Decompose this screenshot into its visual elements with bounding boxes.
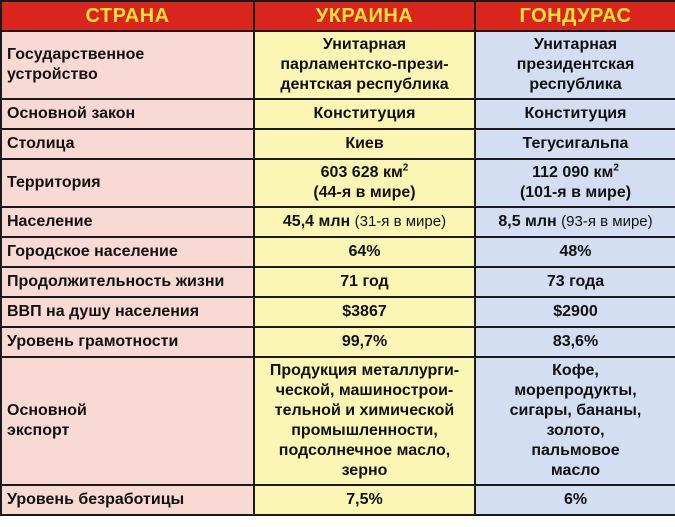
honduras-value: 48% (475, 237, 675, 267)
row-unemployment (1, 485, 675, 515)
row-label: ВВП на душу населения (1, 297, 254, 327)
honduras-value: 83,6% (475, 327, 675, 357)
honduras-population-value: 8,5 млн (498, 213, 557, 230)
ukraine-area-rank: (44-я в мире) (313, 184, 416, 201)
honduras-area: 112 090 км (532, 164, 614, 181)
row-label: Столица (1, 129, 254, 159)
ukraine-value: Конституция (254, 99, 475, 129)
unit-superscript: 2 (402, 162, 409, 174)
header-row (1, 1, 675, 31)
row-label: Население (1, 207, 254, 237)
ukraine-value: Унитарная парламентско-прези- дентская республика (254, 31, 475, 99)
row-label: Продолжительность жизни (1, 267, 254, 297)
honduras-value: Тегусигальпа (475, 129, 675, 159)
ukraine-territory (254, 159, 475, 207)
ukraine-value: 99,7% (254, 327, 475, 357)
honduras-value: Унитарная президентская республика (475, 31, 675, 99)
header-country: СТРАНА (1, 1, 254, 31)
header-honduras: ГОНДУРАС (475, 1, 675, 31)
ukraine-value: Киев (254, 129, 475, 159)
ukraine-value: $3867 (254, 297, 475, 327)
ukraine-population-value: 45,4 млн (282, 213, 351, 230)
row-label: Уровень грамотности (1, 327, 254, 357)
row-gdp (1, 297, 675, 327)
row-life-expectancy (1, 267, 675, 297)
ukraine-population-rank: (31-я в мире) (354, 213, 447, 230)
row-capital (1, 129, 675, 159)
header-ukraine: УКРАИНА (254, 1, 475, 31)
row-territory (1, 159, 675, 207)
row-label: Основной экспорт (1, 357, 254, 485)
row-label: Городское население (1, 237, 254, 267)
row-basic-law (1, 99, 675, 129)
honduras-population (475, 207, 675, 237)
ukraine-population (254, 207, 475, 237)
row-label: Государственное устройство (1, 31, 254, 99)
honduras-value: 73 года (475, 267, 675, 297)
row-population (1, 207, 675, 237)
ukraine-value: 71 год (254, 267, 475, 297)
honduras-population-rank: (93-я в мире) (561, 213, 653, 230)
ukraine-area: 603 628 км (320, 164, 403, 181)
ukraine-value: Продукция металлурги- ческой, машинострои- тельной и химической промышленности, подсолнечное масло, зерно (254, 357, 475, 485)
ukraine-value: 64% (254, 237, 475, 267)
honduras-value: Кофе, морепродукты, сигары, бананы, золото, пальмовое масло (475, 357, 675, 485)
honduras-value: $2900 (475, 297, 675, 327)
row-label: Территория (1, 159, 254, 207)
ukraine-value: 7,5% (254, 485, 475, 515)
honduras-value: Конституция (475, 99, 675, 129)
row-urban (1, 237, 675, 267)
row-export (1, 357, 675, 485)
row-label: Уровень безработицы (1, 485, 254, 515)
honduras-value: 6% (475, 485, 675, 515)
row-government (1, 31, 675, 99)
honduras-area-rank: (101-я в мире) (519, 184, 632, 201)
unit-superscript: 2 (613, 162, 619, 174)
honduras-territory (475, 159, 675, 207)
row-label: Основной закон (1, 99, 254, 129)
row-literacy (1, 327, 675, 357)
